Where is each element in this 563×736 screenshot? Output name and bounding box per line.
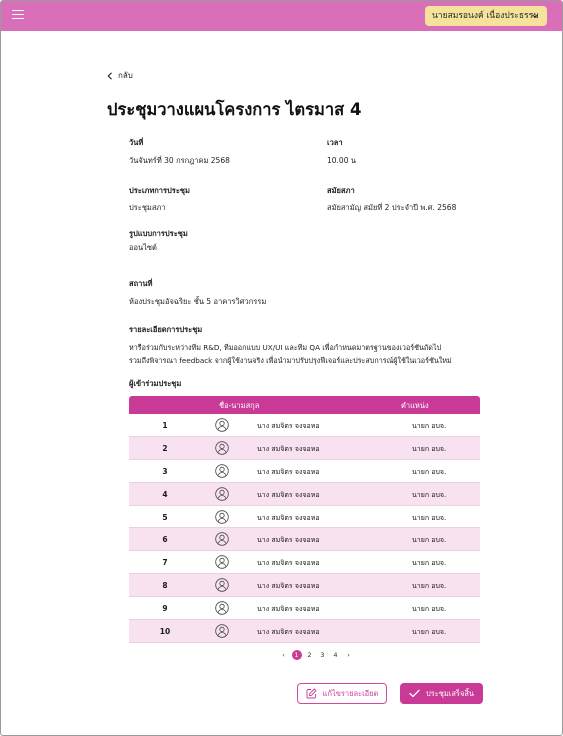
- table-row: [129, 506, 480, 529]
- attendee-position: นายก อบจ.: [412, 490, 447, 499]
- user-circle-icon: [215, 601, 229, 615]
- row-number: 4: [162, 489, 168, 499]
- attendees-label: ผู้เข้าร่วมประชุม: [129, 379, 182, 388]
- attendee-name: นาง สมจิตร จงจอหอ: [257, 536, 320, 545]
- back-label: กลับ: [118, 71, 133, 80]
- row-number: 5: [162, 512, 168, 522]
- table-row: [129, 620, 480, 643]
- attendee-position: นายก อบจ.: [412, 444, 447, 453]
- back-link[interactable]: [107, 69, 133, 82]
- attendee-name: นาง สมจิตร จงจอหอ: [257, 467, 320, 476]
- table-body: [129, 414, 480, 643]
- attendee-name: นาง สมจิตร จงจอหอ: [257, 513, 320, 522]
- page-1-button[interactable]: 1: [292, 650, 302, 660]
- description-label: รายละเอียดการประชุม: [129, 325, 203, 334]
- table-row: [129, 597, 480, 620]
- row-number: 10: [159, 627, 171, 637]
- attendee-name: นาง สมจิตร จงจอหอ: [257, 490, 320, 499]
- edit-details-button[interactable]: [297, 683, 387, 704]
- chevron-down-icon: [532, 13, 538, 19]
- table-row: [129, 528, 480, 551]
- session-label: สมัยสภา: [327, 186, 355, 195]
- meeting-complete-label: ประชุมเสร็จสิ้น: [425, 688, 475, 698]
- session-value: สมัยสามัญ สมัยที่ 2 ประจำปี พ.ศ. 2568: [327, 203, 457, 212]
- page-title: ประชุมวางแผนโครงการ ไตรมาส 4: [107, 100, 362, 119]
- user-circle-icon: [215, 555, 229, 569]
- user-circle-icon: [215, 532, 229, 546]
- table-header: [129, 396, 480, 414]
- attendee-name: นาง สมจิตร จงจอหอ: [257, 628, 320, 637]
- attendee-position: นายก อบจ.: [412, 582, 447, 591]
- attendee-position: นายก อบจ.: [412, 422, 447, 430]
- table-row: [129, 460, 480, 483]
- row-number: 3: [162, 466, 168, 476]
- attendee-name: นาง สมจิตร จงจอหอ: [257, 444, 320, 453]
- edit-details-label: แก้ไขรายละเอียด: [322, 688, 379, 698]
- description-text: [129, 342, 489, 367]
- page-2-button[interactable]: 2: [307, 651, 312, 659]
- table-row: [129, 414, 480, 437]
- row-number: 9: [162, 604, 168, 614]
- description-line: รวมถึงพิจารณา feedback จากผู้ใช้งานจริง เพื่อนำมาปรับปรุงฟีเจอร์และประสบการณ์ผู้ใช้ในเวอร์ชันใหม่: [129, 355, 452, 365]
- meeting-format-value: ออนไซต์: [129, 243, 157, 252]
- user-circle-icon: [215, 418, 229, 432]
- top-bar: [1, 1, 562, 31]
- date-label: วันที่: [129, 138, 144, 147]
- check-icon: [409, 689, 420, 698]
- prev-page-button[interactable]: ‹: [282, 651, 285, 659]
- attendee-position: นายก อบจ.: [412, 559, 447, 568]
- pagination: [277, 650, 355, 660]
- attendee-name: นาง สมจิตร จงจอหอ: [257, 582, 320, 591]
- user-circle-icon: [215, 578, 229, 592]
- user-circle-icon: [215, 441, 229, 455]
- attendee-name: นาง สมจิตร จงจอหอ: [257, 605, 320, 614]
- edit-icon: [306, 688, 317, 699]
- column-header-position: ตำแหน่ง: [401, 401, 429, 410]
- user-circle-icon: [215, 510, 229, 524]
- row-number: 8: [162, 581, 168, 591]
- table-row: [129, 437, 480, 460]
- page-3-button[interactable]: 3: [320, 651, 325, 659]
- attendee-position: นายก อบจ.: [412, 628, 447, 637]
- table-row: [129, 551, 480, 574]
- user-name: นายสมรอนงค์ เนื่องประธรรม: [432, 11, 539, 21]
- table-row: [129, 574, 480, 597]
- attendee-position: นายก อบจ.: [412, 467, 447, 476]
- date-value: วันจันทร์ที่ 30 กรกฎาคม 2568: [129, 156, 230, 165]
- attendee-position: นายก อบจ.: [412, 536, 447, 545]
- row-number: 6: [162, 535, 168, 545]
- time-label: เวลา: [327, 138, 343, 147]
- row-number: 1: [162, 421, 168, 430]
- next-page-button[interactable]: ›: [347, 651, 350, 659]
- description-line: หารือร่วมกับระหว่างทีม R&D, ทีมออกแบบ UX/UI และทีม QA เพื่อกำหนดมาตรฐานของเวอร์ชันถัดไป: [129, 343, 442, 352]
- column-header-name: ชื่อ-นามสกุล: [219, 401, 260, 410]
- page-4-button[interactable]: 4: [333, 651, 338, 659]
- attendee-position: นายก อบจ.: [412, 605, 447, 614]
- chevron-left-icon: [107, 72, 113, 80]
- user-menu-button[interactable]: [425, 6, 547, 26]
- meeting-complete-button[interactable]: [400, 683, 483, 704]
- user-circle-icon: [215, 464, 229, 478]
- table-row: [129, 483, 480, 506]
- meeting-type-label: ประเภทการประชุม: [129, 186, 190, 195]
- attendee-name: นาง สมจิตร จงจอหอ: [257, 422, 320, 430]
- hamburger-icon[interactable]: [12, 10, 24, 22]
- meeting-format-label: รูปแบบการประชุม: [129, 229, 188, 238]
- user-circle-icon: [215, 487, 229, 501]
- user-circle-icon: [215, 624, 229, 638]
- time-value: 10.00 น: [327, 156, 356, 165]
- meeting-type-value: ประชุมสภา: [129, 203, 166, 212]
- attendees-table: [129, 396, 480, 643]
- row-number: 7: [162, 558, 168, 568]
- attendee-position: นายก อบจ.: [412, 513, 447, 522]
- place-label: สถานที่: [129, 279, 153, 288]
- place-value: ห้องประชุมอัจฉริยะ ชั้น 5 อาคารวิศวกรรม: [129, 297, 267, 306]
- row-number: 2: [162, 443, 168, 453]
- attendee-name: นาง สมจิตร จงจอหอ: [257, 559, 320, 568]
